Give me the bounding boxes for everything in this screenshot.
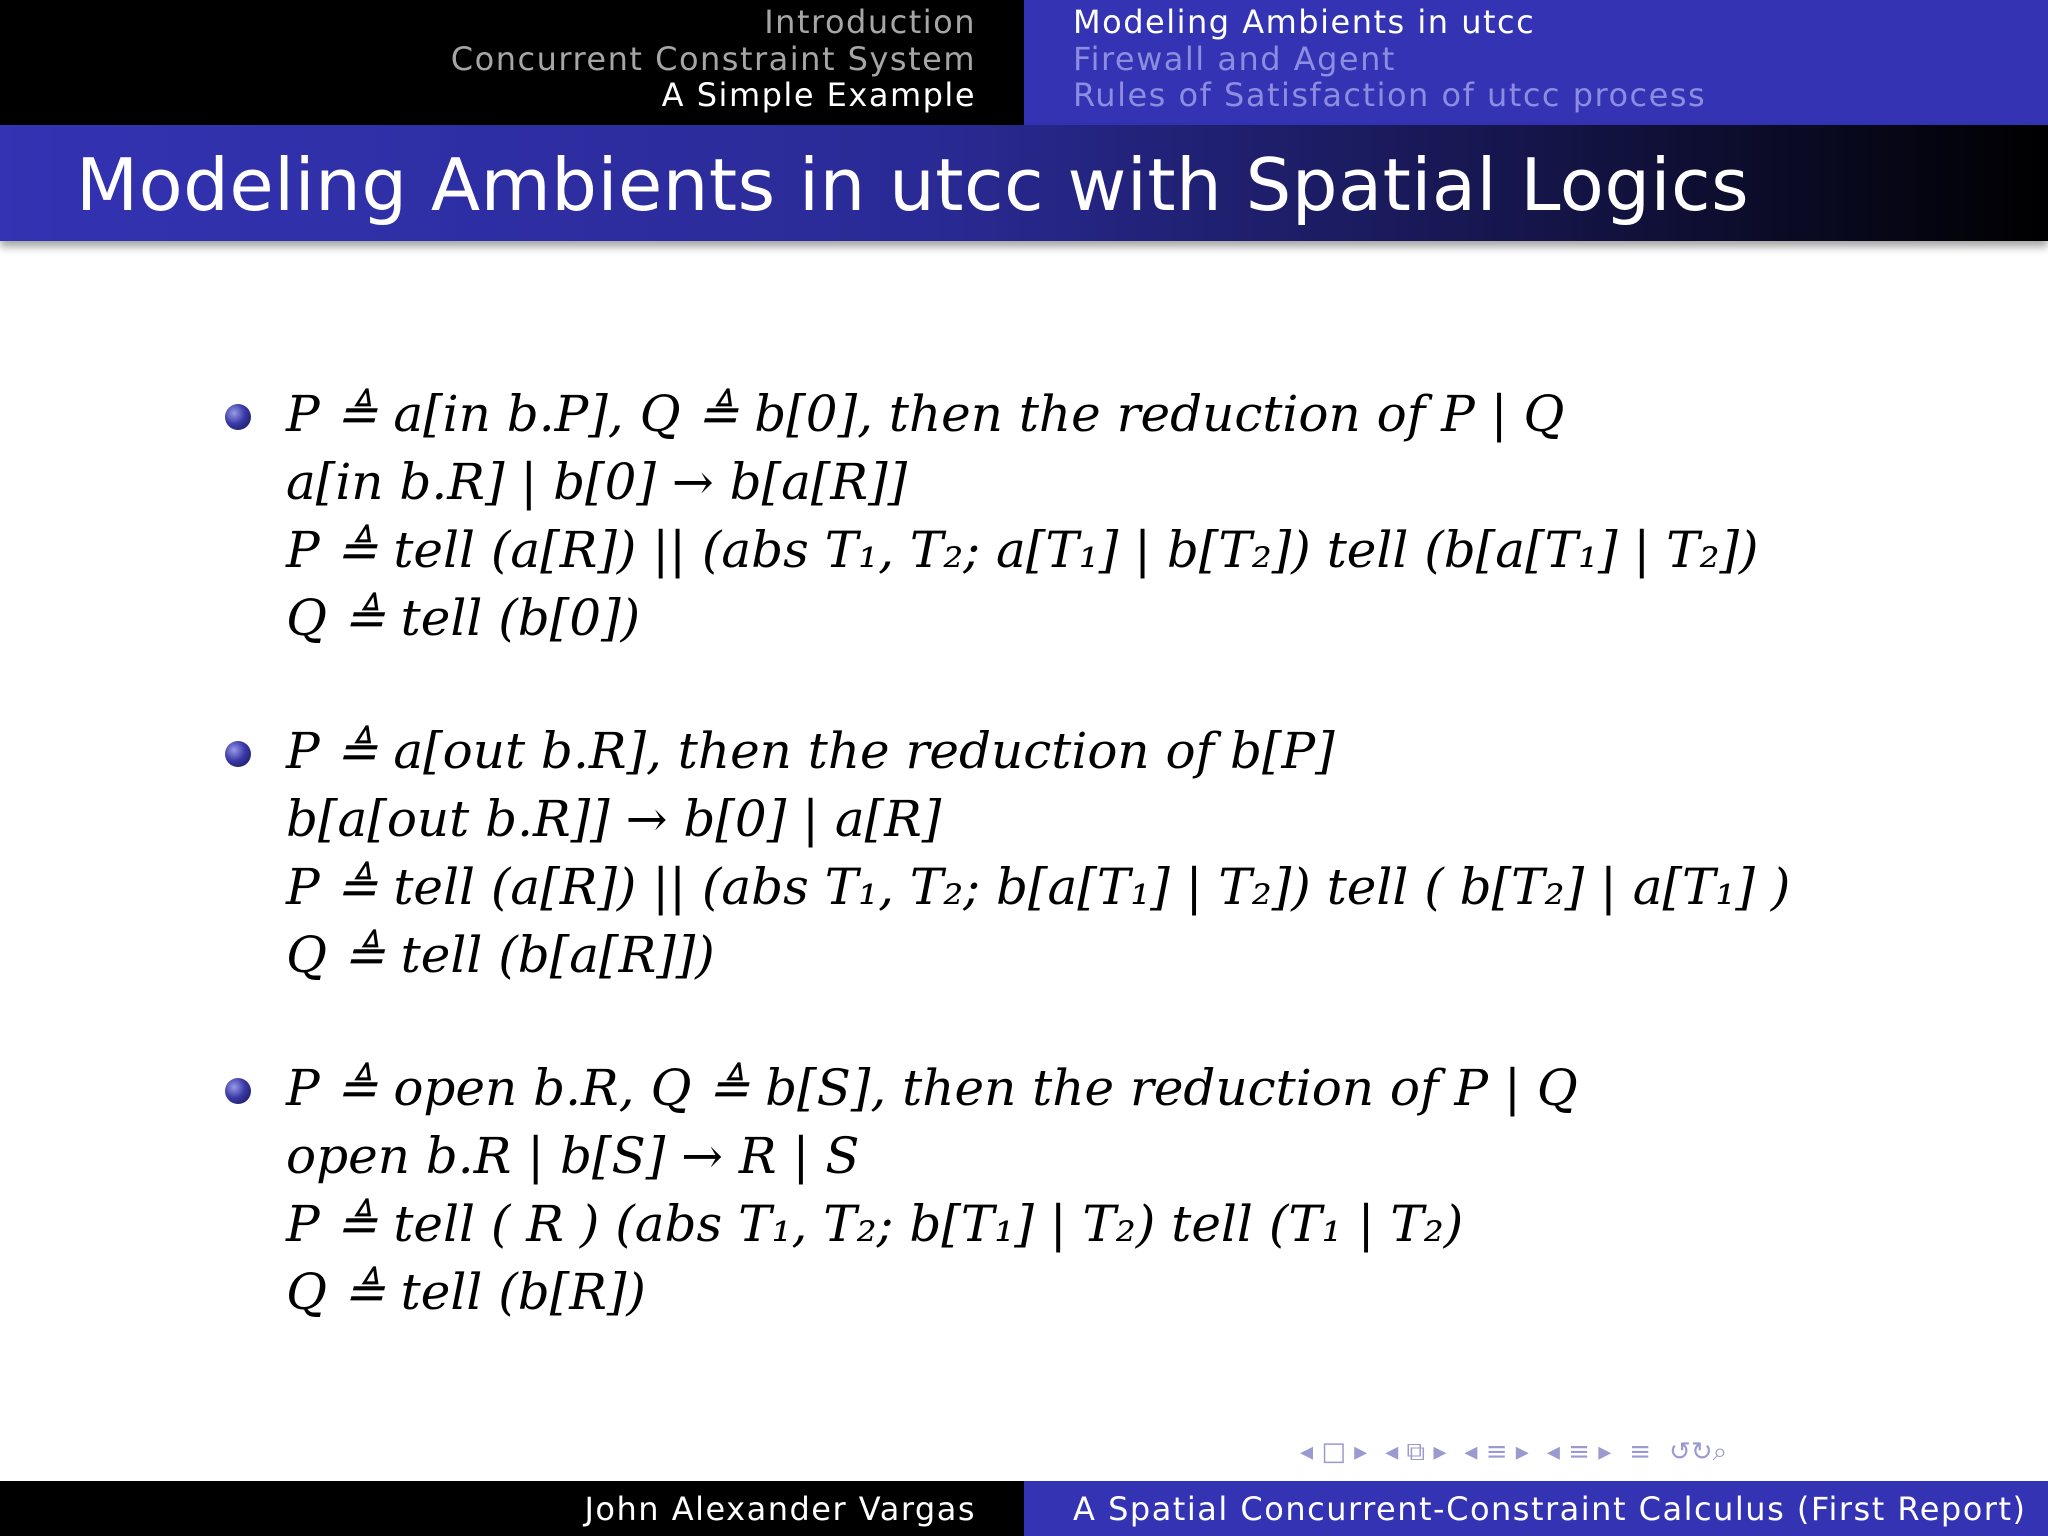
subsection-link-rules-of-satisfaction[interactable]: Rules of Satisfaction of utcc process xyxy=(1073,76,1707,114)
item-line: Q ≜ tell (b[R]) xyxy=(286,1263,646,1321)
subsection-nav-icon[interactable]: ◂ ≡ ▸ xyxy=(1464,1437,1529,1467)
item-line: P ≜ a[in b.P], Q ≜ b[0], then the reduction of P | Q xyxy=(286,385,1565,443)
item-line: P ≜ tell (a[R]) || (abs T₁, T₂; a[T₁] | b[T₂]) tell (b[a[T₁] | T₂]) xyxy=(286,521,1759,579)
item-line: Q ≜ tell (b[0]) xyxy=(286,589,641,647)
footline xyxy=(0,1481,2048,1536)
bullet-icon xyxy=(225,1078,251,1104)
bullet-icon xyxy=(225,741,251,767)
section-link-concurrent-constraint-system[interactable]: Concurrent Constraint System xyxy=(450,39,976,78)
section-link-introduction[interactable]: Introduction xyxy=(764,3,976,41)
item-line: P ≜ a[out b.R], then the reduction of b[P] xyxy=(286,722,1335,780)
slide-nav-icon[interactable]: ◂ ⧉ ▸ xyxy=(1385,1436,1447,1467)
item-line: P ≜ tell (a[R]) || (abs T₁, T₂; b[a[T₁] | T₂]) tell ( b[T₂] | a[T₁] ) xyxy=(286,858,1791,916)
search-undo-icon[interactable]: ↺↻⌕ xyxy=(1669,1436,1728,1467)
section-nav-icon[interactable]: ◂ ≡ ▸ xyxy=(1546,1437,1612,1467)
section-link-a-simple-example[interactable]: A Simple Example xyxy=(661,76,976,114)
bullet-item xyxy=(220,1054,1940,1326)
footer-author: John Alexander Vargas xyxy=(0,1481,1024,1536)
subsection-link-modeling-ambients[interactable]: Modeling Ambients in utcc xyxy=(1073,3,1536,41)
item-line: a[in b.R] | b[0] → b[a[R]] xyxy=(286,453,908,511)
document-nav-icon[interactable]: ≡ xyxy=(1629,1437,1652,1467)
footer-title: A Spatial Concurrent-Constraint Calculus (First Report) xyxy=(1024,1481,2048,1536)
item-line: P ≜ open b.R, Q ≜ b[S], then the reduction of P | Q xyxy=(286,1059,1578,1117)
frame-nav-icon[interactable]: ◂ □ ▸ xyxy=(1300,1437,1368,1467)
item-line: open b.R | b[S] → R | S xyxy=(286,1127,860,1185)
bullet-item xyxy=(220,717,1940,989)
bullet-item xyxy=(220,380,1940,652)
subsection-link-firewall-and-agent[interactable]: Firewall and Agent xyxy=(1073,39,1396,78)
item-line: b[a[out b.R]] → b[0] | a[R] xyxy=(286,790,942,848)
slide-content xyxy=(220,380,1940,1391)
section-nav xyxy=(0,0,1024,125)
frame-title-bar xyxy=(0,125,2048,241)
subsection-nav xyxy=(1024,0,2048,125)
item-line: P ≜ tell ( R ) (abs T₁, T₂; b[T₁] | T₂) tell (T₁ | T₂) xyxy=(286,1195,1464,1253)
beamer-navigation xyxy=(1300,1432,2040,1472)
bullet-icon xyxy=(225,404,251,430)
item-line: Q ≜ tell (b[a[R]]) xyxy=(286,926,715,984)
headline xyxy=(0,0,2048,125)
frame-title: Modeling Ambients in utcc with Spatial Logics xyxy=(76,143,1750,227)
